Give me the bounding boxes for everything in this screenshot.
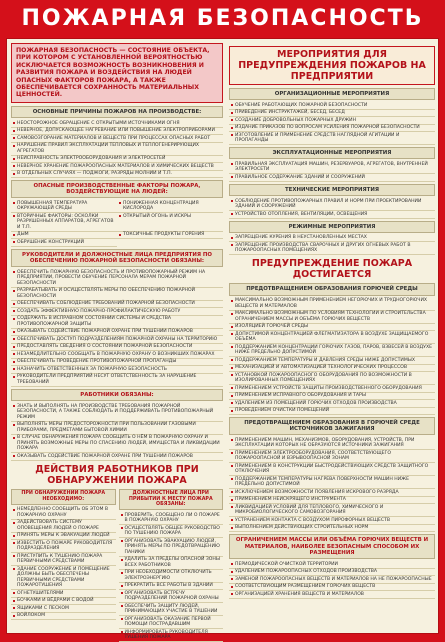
org-heading: ОРГАНИЗАЦИОННЫЕ МЕРОПРИЯТИЯ	[229, 88, 435, 100]
actions-b-heading: ДОЛЖНОСТНЫЕ ЛИЦА ПРИ ПРИБЫТИИ К МЕСТУ ПОЖАРА ОБЯЗАНЫ:	[119, 489, 224, 511]
list-item: НЕМЕДЛЕННО СООБЩИТЬ ОБ ЭТОМ В ПОЖАРНУЮ ОХРАНУ	[11, 507, 116, 520]
list-item: ПРАВИЛЬНАЯ ЭКСПЛУАТАЦИЯ МАШИН, РЕЗЕРВУАРОВ, АГРЕГАТОВ, ВНУТРЕННЕЙ ЭЛЕКТРОСЕТИ	[229, 161, 435, 174]
list-item: ОБЕСПЕЧИВАТЬ ПРОВЕДЕНИЕ ПРОТИВОПОЖАРНОЙ ПРОПАГАНДЫ	[11, 359, 223, 367]
hazards-list	[11, 200, 223, 247]
list-item: ВТОРИЧНЫЕ ФАКТОРЫ: ОСКОЛКИ РАЗРУШЕННЫХ АППАРАТОВ, АГРЕГАТОВ И Т.П.	[11, 213, 117, 232]
list-item: ВЫПОЛНЯТЬ МЕРЫ ПРЕДОСТОРОЖНОСТИ ПРИ ПОЛЬЗОВАНИИ ГАЗОВЫМИ ПРИБОРАМИ, ПРЕДМЕТАМИ БЫТОВОЙ ХИМИИ	[11, 422, 223, 435]
list-item: МАКСИМАЛЬНО ВОЗМОЖНЫМ ПРИМЕНЕНИЕМ НЕГОРЮЧИХ И ТРУДНОГОРЮЧИХ ВЕЩЕСТВ И МАТЕРИАЛОВ	[229, 298, 435, 311]
list-item: МЕХАНИЗАЦИЕЙ И АВТОМАТИЗАЦИЕЙ ТЕХНОЛОГИЧЕСКИХ ПРОЦЕССОВ	[229, 365, 435, 373]
list-item: ЗАПРЕЩЕНИЕ ПРОИЗВОДСТВА СВАРОЧНЫХ И ДРУГИХ ОГНЕВЫХ РАБОТ В ПОЖАРООПАСНЫХ ПОМЕЩЕНИЯХ	[229, 242, 435, 255]
list-item: ПОНИЖЕННАЯ КОНЦЕНТРАЦИЯ КИСЛОРОДА	[117, 200, 223, 213]
list-item: ПРИМЕНЕНИЕМ В КОНСТРУКЦИИ БЫСТРОДЕЙСТВУЮЩИХ СРЕДСТВ ЗАЩИТНОГО ОТКЛЮЧЕНИЯ	[229, 463, 435, 476]
tech-heading: ТЕХНИЧЕСКИЕ МЕРОПРИЯТИЯ	[229, 184, 435, 196]
list-item: ИЗВЕСТИТЬ О ПОЖАРЕ РУКОВОДИТЕЛЯ ПОДРАЗДЕЛЕНИЯ	[11, 540, 116, 553]
prev3-heading: ОГРАНИЧЕНИЕМ МАССЫ ИЛИ ОБЪЁМА ГОРЮЧИХ ВЕЩЕСТВ И МАТЕРИАЛОВ, НАИБОЛЕЕ БЕЗОПАСНЫМ СПОСОБОМ ИХ РАЗМЕЩЕНИЯ	[229, 534, 435, 559]
actions-column-b	[119, 489, 224, 642]
right-column	[229, 43, 435, 629]
reg-list	[229, 235, 435, 256]
tech-list	[229, 198, 435, 219]
managers-heading: РУКОВОДИТЕЛИ И ДОЛЖНОСТНЫЕ ЛИЦА ПРЕДПРИЯТИЯ ПО ОБЕСПЕЧЕНИЮ ПОЖАРНОЙ БЕЗОПАСНОСТИ ОБЯЗАНЫ:	[11, 249, 223, 267]
list-item: ПРИМЕНЕНИЕМ УСТРОЙСТВ ЗАЩИТЫ ПРОИЗВОДСТВЕННОГО ОБОРУДОВАНИЯ	[229, 385, 435, 393]
definition-box: ПОЖАРНАЯ БЕЗОПАСНОСТЬ — СОСТОЯНИЕ ОБЪЕКТА, ПРИ КОТОРОМ С УСТАНОВЛЕННОЙ ВЕРОЯТНОСТЬЮ ИСКЛЮЧАЕТСЯ ВОЗМОЖНОСТЬ ВОЗНИКНОВЕНИЯ И РАЗВИТИЯ ПОЖАРА И ВОЗДЕЙСТВИЯ НА ЛЮДЕЙ ОПАСНЫХ ФАКТОРОВ ПОЖАРА, А ТАКЖЕ ОБЕСПЕЧИВАЕТСЯ СОХРАННОСТЬ МАТЕРИАЛЬНЫХ ЦЕННОСТЕЙ.	[11, 43, 223, 103]
causes-heading: ОСНОВНЫЕ ПРИЧИНЫ ПОЖАРОВ НА ПРОИЗВОДСТВЕ:	[11, 106, 223, 118]
list-item: УДАЛЕНИЕМ ПОЖАРООПАСНЫХ ОТХОДОВ ПРОИЗВОДСТВА	[229, 569, 435, 577]
prev2-list	[229, 437, 435, 532]
list-item: ОБЕСПЕЧИТЬ ПОЖАРНУЮ БЕЗОПАСНОСТЬ И ПРОТИВОПОЖАРНЫЙ РЕЖИМ НА ПРЕДПРИЯТИИ, ПРОВЕСТИ ОБУЧЕНИЕ ПЕРСОНАЛА МЕРАМ ПОЖАРНОЙ БЕЗОПАСНОСТИ	[11, 269, 223, 288]
prev1-heading: ПРЕДОТВРАЩЕНИЕМ ОБРАЗОВАНИЯ ГОРЮЧЕЙ СРЕДЫ	[229, 283, 435, 295]
list-item: ЛИКВИДАЦИЕЙ УСЛОВИЙ ДЛЯ ТЕПЛОВОГО, ХИМИЧЕСКОГО И МИКРОБИОЛОГИЧЕСКОГО САМОВОЗГОРАНИЯ	[229, 504, 435, 517]
exp-list	[229, 161, 435, 182]
list-item: НЕВЕРНОЕ ХРАНЕНИЕ ПОЖАРООПАСНЫХ МАТЕРИАЛОВ И ХИМИЧЕСКИХ ВЕЩЕСТВ	[11, 163, 223, 171]
list-item: ПОВЫШЕННАЯ ТЕМПЕРАТУРА ОКРУЖАЮЩЕЙ СРЕДЫ	[11, 200, 117, 213]
list-item: ПРОВЕДЕНИЕМ ОЧИСТКИ ПОМЕЩЕНИЙ	[229, 408, 435, 416]
list-item: ПРЕКРАТИТЬ ВСЕ РАБОТЫ В ЗДАНИИ	[119, 583, 224, 591]
reg-heading: РЕЖИМНЫЕ МЕРОПРИЯТИЯ	[229, 221, 435, 233]
list-item: ИЗОЛЯЦИЕЙ ГОРЮЧЕЙ СРЕДЫ	[229, 324, 435, 332]
actions-a-heading: ПРИ ОБНАРУЖЕНИИ ПОЖАРА НЕОБХОДИМО:	[11, 489, 116, 505]
list-item: ПРАВИЛЬНОЕ СОДЕРЖАНИЕ ЗДАНИЙ И СООРУЖЕНИЙ	[229, 174, 435, 182]
prevention-heading: ПРЕДУПРЕЖДЕНИЕ ПОЖАРА ДОСТИГАЕТСЯ	[251, 258, 413, 281]
list-item: ОКАЗЫВАТЬ СОДЕЙСТВИЕ ПОЖАРНОЙ ОХРАНЕ ПРИ ТУШЕНИИ ПОЖАРОВ	[11, 453, 223, 461]
list-item: ОГНЕТУШИТЕЛЯМИ	[11, 590, 116, 598]
list-item: ПРИМЕНЕНИЕМ МАШИН, МЕХАНИЗМОВ, ОБОРУДОВАНИЯ, УСТРОЙСТВ, ПРИ ЭКСПЛУАТАЦИИ КОТОРЫХ НЕ ОБРАЗУЮТСЯ ИСТОЧНИКИ ЗАЖИГАНИЯ	[229, 437, 435, 450]
list-item: ТОКСИЧНЫЕ ПРОДУКТЫ ГОРЕНИЯ	[117, 232, 223, 240]
list-item: НЕЗАМЕДЛИТЕЛЬНО СООБЩАТЬ В ПОЖАРНУЮ ОХРАНУ О ВОЗНИКШИХ ПОЖАРАХ	[11, 351, 223, 359]
list-item: ОРГАНИЗОВАТЬ ОКАЗАНИЕ ПЕРВОЙ ПОМОЩИ ПОСТРАДАВШИМ	[119, 616, 224, 629]
prev2-heading: ПРЕДОТВРАЩЕНИЕМ ОБРАЗОВАНИЯ В ГОРЮЧЕЙ СРЕДЕ ИСТОЧНИКОВ ЗАЖИГАНИЯ	[229, 417, 435, 435]
list-item: СООТВЕТСТВУЮЩИМ РАЗМЕЩЕНИЕМ ГОРЮЧИХ ВЕЩЕСТВ	[229, 584, 435, 592]
list-item: БОЧКАМИ И ВЁДРАМИ С ВОДОЙ	[11, 598, 116, 606]
list-item: ЗДАНИЕ СООРУЖЕНИЕ И ПОМЕЩЕНИЕ ДОЛЖНЫ БЫТЬ ОБЕСПЕЧЕНЫ ПЕРВИЧНЫМИ СРЕДСТВАМИ ПОЖАРОТУШЕНИЯ	[11, 566, 116, 590]
list-item: ПОДДЕРЖАНИЕМ КОНЦЕНТРАЦИИ ГОРЮЧИХ ГАЗОВ, ПАРОВ, ВЗВЕСЕЙ В ВОЗДУХЕ НИЖЕ ПРЕДЕЛЬНО ДОПУСТИМОЙ	[229, 344, 435, 357]
list-item: ПОДДЕРЖАНИЕМ ТЕМПЕРАТУРЫ И ДАВЛЕНИЯ СРЕДЫ НИЖЕ ДОПУСТИМЫХ	[229, 357, 435, 365]
list-item: ИЗДАНИЕ ПРИКАЗОВ ПО ВОПРОСАМ УСИЛЕНИЯ ПОЖАРНОЙ БЕЗОПАСНОСТИ	[229, 125, 435, 133]
list-item: ОКАЗЫВАТЬ СОДЕЙСТВИЕ ПОЖАРНОЙ ОХРАНЕ ПРИ ТУШЕНИИ ПОЖАРОВ	[11, 329, 223, 337]
list-item: УДАЛИТЬ ЗА ПРЕДЕЛЫ ОПАСНОЙ ЗОНЫ ВСЕХ РАБОТНИКОВ	[119, 557, 224, 570]
list-item: СОДЕРЖАТЬ В ИСПРАВНОМ СОСТОЯНИИ СИСТЕМЫ И СРЕДСТВА ПРОТИВОПОЖАРНОЙ ЗАЩИТЫ	[11, 316, 223, 329]
list-item: ОБЕСПЕЧИВАТЬ СОБЛЮДЕНИЕ ТРЕБОВАНИЙ ПОЖАРНОЙ БЕЗОПАСНОСТИ	[11, 301, 223, 309]
list-item: ИНФОРМИРОВАТЬ РУКОВОДИТЕЛЯ ТУШЕНИЯ ПОЖАРА	[119, 629, 224, 642]
list-item: ПОДДЕРЖАНИЕМ ТЕМПЕРАТУРЫ НАГРЕВА ПОВЕРХНОСТИ МАШИН НИЖЕ ПРЕДЕЛЬНО ДОПУСТИМОЙ	[229, 476, 435, 489]
list-item: ЗНАТЬ И ВЫПОЛНЯТЬ НА ПРОИЗВОДСТВЕ ТРЕБОВАНИЯ ПОЖАРНОЙ БЕЗОПАСНОСТИ, А ТАКЖЕ СОБЛЮДАТЬ И ПОДДЕРЖИВАТЬ ПРОТИВОПОЖАРНЫЙ РЕЖИМ	[11, 403, 223, 422]
list-item: МАКСИМАЛЬНО ВОЗМОЖНЫМ ПО УСЛОВИЯМ ТЕХНОЛОГИИ И СТРОИТЕЛЬСТВА ОГРАНИЧЕНИЕМ МАССЫ И ОБЪЁМА ГОРЮЧИХ ВЕЩЕСТВ	[229, 311, 435, 324]
list-item: ВОЙЛОКОМ	[11, 613, 116, 621]
list-item: ПРИВЕДЕНИЕ ИНСТРУКТАЖЕЙ, БЕСЕД, БЕСЕД	[229, 110, 435, 118]
list-item: НЕВЕРНОЕ, ДОПУСКАЮЩЕЕ НАГРЕВАНИЕ ИЛИ ПОВЫШЕНИЕ ЭЛЕКТРОПРИБОРАМИ	[11, 128, 223, 136]
list-item: ОРГАНИЗОВАТЬ ЭВАКУАЦИЮ ЛЮДЕЙ, ПРИНЯТЬ МЕРЫ ПО ПРЕДОТВРАЩЕНИЮ ПАНИКИ	[119, 538, 224, 557]
list-item: ЯЩИКАМИ С ПЕСКОМ	[11, 605, 116, 613]
list-item: ПРИМЕНЕНИЕМ НЕИСКРЯЩЕГО ИНСТРУМЕНТА	[229, 497, 435, 505]
list-item: СОЗДАНИЕ ДОБРОВОЛЬНЫХ ПОЖАРНЫХ ДРУЖИН	[229, 117, 435, 125]
org-list	[229, 102, 435, 145]
poster-body	[6, 38, 439, 641]
list-item: ПРИ НЕОБХОДИМОСТИ ОТКЛЮЧИТЬ ЭЛЕКТРОЭНЕРГИЮ	[119, 570, 224, 583]
list-item: ЗАМЕНОЙ ПОЖАРООПАСНЫХ ВЕЩЕСТВ И МАТЕРИАЛОВ НА НЕ ПОЖАРООПАСНЫЕ	[229, 576, 435, 584]
actions-a-list	[11, 507, 116, 621]
hazards-heading: ОПАСНЫЕ ПРОИЗВОДСТВЕННЫЕ ФАКТОРЫ ПОЖАРА, ВОЗДЕЙСТВУЮЩИЕ НА ЛЮДЕЙ:	[11, 180, 223, 198]
list-item: ПРИМЕНЕНИЕМ ИСПРАВНОГО ОБОРУДОВАНИЯ И ТАРЫ	[229, 393, 435, 401]
list-item: ПРИМЕНЕНИЕМ ЭЛЕКТРООБОРУДОВАНИЯ, СООТВЕТСТВУЮЩЕГО ПОЖАРООПАСНОЙ И ВЗРЫВООПАСНОЙ ЗОНАМ	[229, 450, 435, 463]
list-item: РАЗРАБАТЫВАТЬ И ОСУЩЕСТВЛЯТЬ МЕРЫ ПО ОБЕСПЕЧЕНИЮ ПОЖАРНОЙ БЕЗОПАСНОСТИ	[11, 288, 223, 301]
list-item: УСТРОЙСТВО ОТОПЛЕНИЯ, ВЕНТИЛЯЦИИ, ОСВЕЩЕНИЯ	[229, 211, 435, 219]
workers-heading: РАБОТНИКИ ОБЯЗАНЫ:	[11, 389, 223, 401]
list-item: ДОПУСТИМОЙ КОНЦЕНТРАЦИЕЙ ФЛЕГМАТИЗАТОРА В ВОЗДУХЕ ЗАЩИЩАЕМОГО ОБЪЁМА	[229, 331, 435, 344]
list-item: САМОВОЗГОРАНИЕ МАТЕРИАЛОВ И ВЕЩЕСТВ ПРИ ПРОЦЕССАХ ОПАСНЫХ РАБОТ	[11, 135, 223, 143]
list-item: ОБЕСПЕЧИТЬ ЗАЩИТУ ЛЮДЕЙ, ПРИНИМАЮЩИХ УЧАСТИЕ В ТУШЕНИИ	[119, 603, 224, 616]
causes-list	[11, 120, 223, 178]
list-item: ОБУЧЕНИЕ РАБОТАЮЩИХ ПОЖАРНОЙ БЕЗОПАСНОСТИ	[229, 102, 435, 110]
list-item: ОБЕСПЕЧИВАТЬ ДОСТУП ПОДРАЗДЕЛЕНИЯМ ПОЖАРНОЙ ОХРАНЫ НА ТЕРРИТОРИЮ	[11, 336, 223, 344]
exp-heading: ЭКСПЛУАТАЦИОННЫЕ МЕРОПРИЯТИЯ	[229, 147, 435, 159]
list-item: ЗАПРЕЩЕНИЕ КУРЕНИЯ В НЕУСТАНОВЛЕННЫХ МЕСТАХ	[229, 235, 435, 243]
list-item: НЕИСПРАВНОСТЬ ЭЛЕКТРООБОРУДОВАНИЯ И ЭЛЕКТРОСЕТЕЙ	[11, 156, 223, 164]
list-item: ИСКЛЮЧЕНИЕМ ВОЗМОЖНОСТИ ПОЯВЛЕНИЯ ИСКРОВОГО РАЗРЯДА	[229, 489, 435, 497]
list-item: СОЗДАТЬ ЭФФЕКТИВНУЮ ПОЖАРНО-ПРОФИЛАКТИЧЕСКУЮ РАБОТУ	[11, 308, 223, 316]
prev3-list	[229, 561, 435, 599]
list-item: УДАЛЕНИЕМ ИЗ ПОМЕЩЕНИЙ ГОРЮЧИХ ОТХОДОВ ПРОИЗВОДСТВА	[229, 400, 435, 408]
list-item: ОТКРЫТЫЙ ОГОНЬ И ИСКРЫ	[117, 213, 223, 232]
list-item: ВЫПОЛНЕНИЕМ ДЕЙСТВУЮЩИХ СТРОИТЕЛЬНЫХ НОРМ	[229, 525, 435, 533]
list-item: УСТАНОВКОЙ ПОЖАРООПАСНОГО ОБОРУДОВАНИЯ ПО ВОЗМОЖНОСТИ В ИЗОЛИРОВАННЫХ ПОМЕЩЕНИЯХ	[229, 372, 435, 385]
left-column	[11, 43, 223, 641]
poster-title: ПОЖАРНАЯ БЕЗОПАСНОСТЬ	[21, 5, 424, 31]
list-item: В ОТДЕЛЬНЫХ СЛУЧАЯХ — ПОДЖОГИ, РАЗРЯДЫ МОЛНИИ И Т.П.	[11, 171, 223, 179]
measures-heading: МЕРОПРИЯТИЯ ДЛЯ ПРЕДУПРЕЖДЕНИЯ ПОЖАРОВ НА ПРЕДПРИЯТИИ	[229, 46, 435, 85]
list-item: ОРГАНИЗАЦИЕЙ ХРАНЕНИЯ ВЕЩЕСТВ И МАТЕРИАЛОВ	[229, 591, 435, 599]
actions-b-list	[119, 512, 224, 642]
list-item: СОБЛЮДЕНИЕ ПРОТИВОПОЖАРНЫХ ПРАВИЛ И НОРМ ПРИ ПРОЕКТИРОВАНИИ ЗДАНИЙ И СООРУЖЕНИЙ	[229, 198, 435, 211]
list-item: ПРЕДОСТАВЛЯТЬ СВЕДЕНИЯ О СОСТОЯНИИ ПОЖАРНОЙ БЕЗОПАСНОСТИ	[11, 344, 223, 352]
actions-column-a	[11, 489, 116, 642]
list-item: УСТРАНЕНИЕМ КОНТАКТА С ВОЗДУХОМ ПИРОФОРНЫХ ВЕЩЕСТВ	[229, 517, 435, 525]
workers-list	[11, 403, 223, 461]
list-item: В СЛУЧАЕ ОБНАРУЖЕНИЯ ПОЖАРА СООБЩИТЬ О НЁМ В ПОЖАРНУЮ ОХРАНУ И ПРИНЯТЬ ВОЗМОЖНЫЕ МЕРЫ ПО СПАСЕНИЮ ЛЮДЕЙ, ИМУЩЕСТВА И ЛИКВИДАЦИИ ПОЖАРА	[11, 435, 223, 454]
actions-columns	[11, 489, 223, 642]
list-item: ОРГАНИЗОВАТЬ ВСТРЕЧУ ПОДРАЗДЕЛЕНИЙ ПОЖАРНОЙ ОХРАНЫ	[119, 590, 224, 603]
managers-list	[11, 269, 223, 387]
list-item: ОСУЩЕСТВЛЯТЬ ОБЩЕЕ РУКОВОДСТВО ПО ТУШЕНИЮ ПОЖАРА	[119, 525, 224, 538]
actions-heading: ДЕЙСТВИЯ РАБОТНИКОВ ПРИ ОБНАРУЖЕНИИ ПОЖАРА	[35, 463, 199, 486]
list-item: НАЗНАЧИТЬ ОТВЕТСТВЕННЫХ ЗА ПОЖАРНУЮ БЕЗОПАСНОСТЬ	[11, 366, 223, 374]
list-item: ЗАДЕЙСТВОВАТЬ СИСТЕМУ ОПОВЕЩЕНИЯ ЛЮДЕЙ О ПОЖАРЕ	[11, 520, 116, 533]
list-item: ИЗГОТОВЛЕНИЕ И ПРИМЕНЕНИЕ СРЕДСТВ НАГЛЯДНОЙ АГИТАЦИИ И ПРОПАГАНДЫ	[229, 132, 435, 145]
list-item: РУКОВОДИТЕЛИ ПРЕДПРИЯТИЙ НЕСУТ ОТВЕТСТВЕННОСТЬ ЗА НАРУШЕНИЕ ТРЕБОВАНИЙ	[11, 374, 223, 387]
list-item: НАРУШЕНИЕ ПРАВИЛ ЭКСПЛУАТАЦИИ ТЕПЛОВЫХ И ТЕПЛОГЕНЕРИРУЮЩИХ АГРЕГАТОВ	[11, 143, 223, 156]
list-item: ПРИСТУПИТЬ К ТУШЕНИЮ ПОЖАРА ПЕРВИЧНЫМИ СРЕДСТВАМИ	[11, 553, 116, 566]
list-item: ПЕРИОДИЧЕСКОЙ ОЧИСТКОЙ ТЕРРИТОРИИ	[229, 561, 435, 569]
prev1-list	[229, 298, 435, 416]
list-item: ПРИНЯТЬ МЕРЫ К ЭВАКУАЦИИ ЛЮДЕЙ	[11, 533, 116, 541]
list-item: ПРОВЕРИТЬ, СООБЩЕНО ЛИ О ПОЖАРЕ В ПОЖАРНУЮ ОХРАНУ	[119, 512, 224, 525]
list-item: НЕОСТОРОЖНОЕ ОБРАЩЕНИЕ С ОТКРЫТЫМИ ИСТОЧНИКАМИ ОГНЯ	[11, 120, 223, 128]
list-item: ОБРУШЕНИЕ КОНСТРУКЦИЙ	[11, 239, 117, 247]
list-item: ДЫМ	[11, 232, 117, 240]
